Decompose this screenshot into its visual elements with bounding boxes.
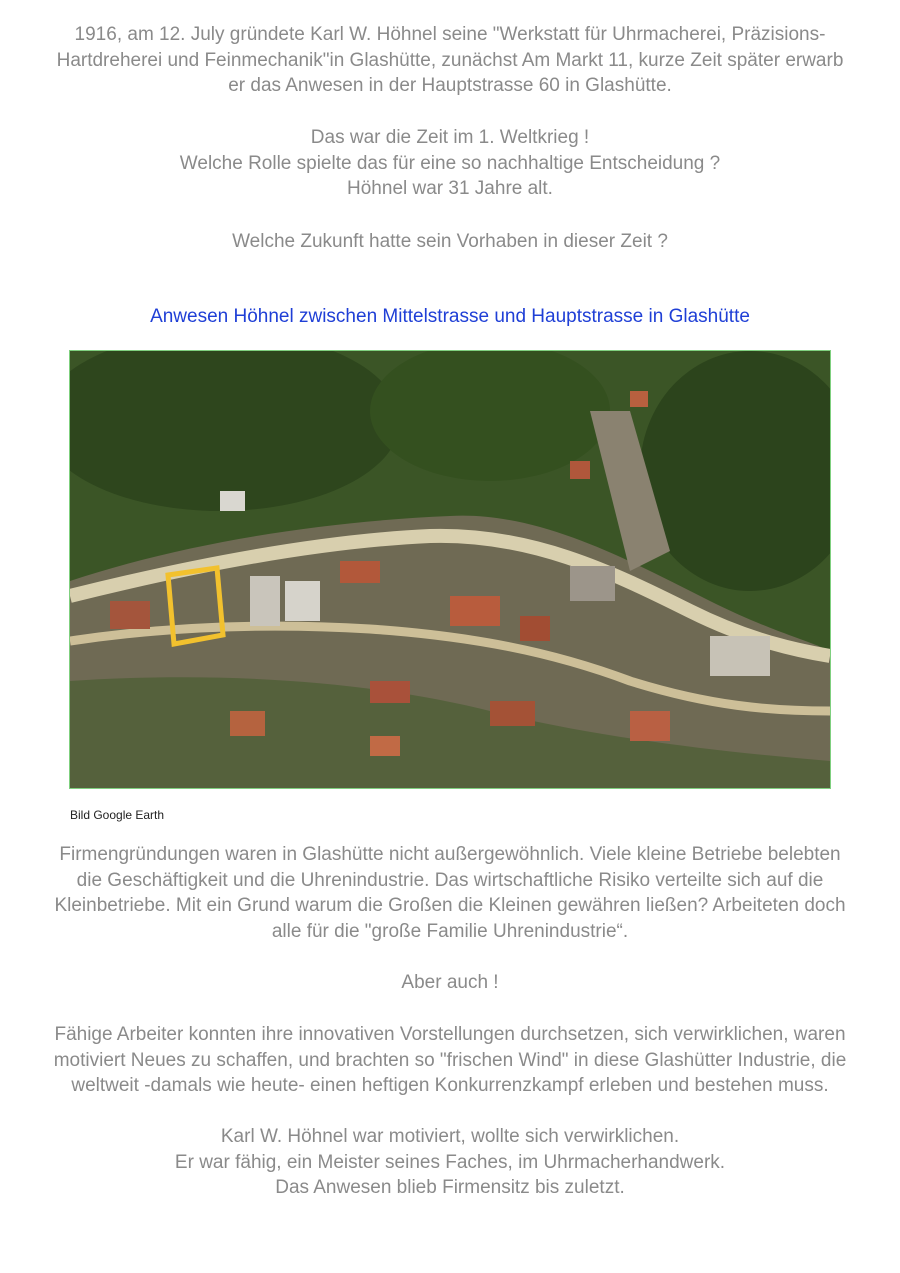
roof xyxy=(110,601,150,629)
roof xyxy=(285,581,320,621)
intro-line: 1916, am 12. July gründete Karl W. Höhnel seine "Werkstatt für Uhrmacherei, Präzisions- xyxy=(74,24,826,45)
closing-line: Karl W. Höhnel war motiviert, wollte sich verwirklichen. xyxy=(220,1126,680,1147)
closing-paragraph xyxy=(20,1124,880,1201)
questions-paragraph xyxy=(20,125,880,202)
aerial-photo xyxy=(69,350,831,789)
roof xyxy=(570,461,590,479)
roof xyxy=(570,566,615,601)
roof xyxy=(370,736,400,756)
body-line: weltweit -damals wie heute- einen heftigen Konkurrenzkampf erleben und bestehen muss. xyxy=(71,1075,829,1096)
body-paragraph-1 xyxy=(20,842,880,944)
roof xyxy=(250,576,280,626)
body-paragraph-2 xyxy=(20,1022,880,1099)
aerial-photo-illustration xyxy=(70,351,830,788)
question-line: Das war die Zeit im 1. Weltkrieg ! xyxy=(310,127,590,148)
body-line: alle für die "große Familie Uhrenindustrie“. xyxy=(271,920,629,942)
roof xyxy=(370,681,410,703)
photo-credit: Bild Google Earth xyxy=(70,808,165,822)
future-question-line: Welche Zukunft hatte sein Vorhaben in dieser Zeit ? xyxy=(232,231,668,252)
future-question xyxy=(20,229,880,255)
roof xyxy=(520,616,550,641)
roof xyxy=(490,701,535,726)
roof xyxy=(630,711,670,741)
aber-auch xyxy=(20,970,880,996)
body-line: Kleinbetriebe. Mit ein Grund warum die Großen die Kleinen gewähren ließen? Arbeiteten doch xyxy=(54,895,846,916)
intro-paragraph xyxy=(20,22,880,99)
body-line: Firmengründungen waren in Glashütte nicht außergewöhnlich. Viele kleine Betriebe belebten xyxy=(59,844,841,865)
closing-line: Das Anwesen blieb Firmensitz bis zuletzt. xyxy=(275,1177,625,1198)
roof xyxy=(450,596,500,626)
intro-line: Hartdreherei und Feinmechanik"in Glashütte, zunächst Am Markt 11, kurze Zeit später erwarb xyxy=(56,49,844,71)
roof xyxy=(630,391,648,407)
photo-caption: Anwesen Höhnel zwischen Mittelstrasse und Hauptstrasse in Glashütte xyxy=(150,306,750,327)
roof xyxy=(340,561,380,583)
question-line: Höhnel war 31 Jahre alt. xyxy=(347,178,553,199)
closing-line: Er war fähig, ein Meister seines Faches, im Uhrmacherhandwerk. xyxy=(174,1151,726,1173)
roof xyxy=(220,491,245,511)
question-line: Welche Rolle spielte das für eine so nachhaltige Entscheidung ? xyxy=(179,152,721,174)
body-line: motiviert Neues zu schaffen, und brachten so "frischen Wind" in diese Glashütter Industrie, die xyxy=(53,1049,847,1071)
body-line: Fähige Arbeiter konnten ihre innovativen Vorstellungen durchsetzen, sich verwirklichen, waren xyxy=(54,1024,846,1045)
aber-auch-line: Aber auch ! xyxy=(401,972,499,993)
body-line: die Geschäftigkeit und die Uhrenindustrie. Das wirtschaftliche Risiko verteilte sich auf die xyxy=(76,869,824,891)
roof xyxy=(230,711,265,736)
intro-line: er das Anwesen in der Hauptstrasse 60 in Glashütte. xyxy=(228,75,672,96)
roof xyxy=(710,636,770,676)
